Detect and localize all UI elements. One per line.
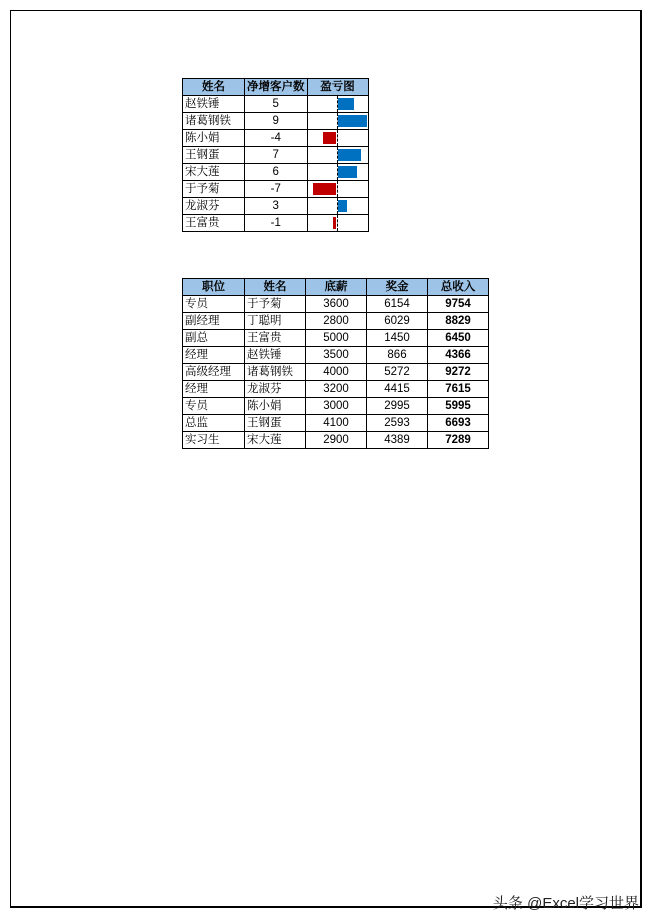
table-row	[183, 215, 369, 232]
table-row	[183, 313, 489, 330]
cell-bonus[interactable]: 1450	[367, 330, 428, 347]
table-header-row	[183, 279, 489, 296]
cell-position[interactable]: 实习生	[183, 432, 245, 449]
table-row	[183, 415, 489, 432]
table-row	[183, 398, 489, 415]
cell-base-salary[interactable]: 4100	[306, 415, 367, 432]
cell-name[interactable]: 赵铁锤	[183, 96, 245, 113]
cell-profit-loss-chart[interactable]	[307, 181, 368, 198]
cell-bonus[interactable]: 866	[367, 347, 428, 364]
cell-base-salary[interactable]: 3500	[306, 347, 367, 364]
table-row	[183, 181, 369, 198]
cell-name[interactable]: 赵铁锤	[245, 347, 306, 364]
table-row	[183, 330, 489, 347]
cell-bonus[interactable]: 2593	[367, 415, 428, 432]
negative-data-bar	[333, 217, 336, 229]
positive-data-bar	[338, 166, 358, 178]
table-row	[183, 347, 489, 364]
cell-profit-loss-chart[interactable]	[307, 96, 368, 113]
cell-name[interactable]: 龙淑芬	[183, 198, 245, 215]
cell-net-customers[interactable]: 5	[245, 96, 308, 113]
cell-profit-loss-chart[interactable]	[307, 164, 368, 181]
cell-bonus[interactable]: 5272	[367, 364, 428, 381]
cell-name[interactable]: 王富贵	[183, 215, 245, 232]
cell-profit-loss-chart[interactable]	[307, 113, 368, 130]
table-row	[183, 147, 369, 164]
cell-net-customers[interactable]: 6	[245, 164, 308, 181]
cell-bonus[interactable]: 6029	[367, 313, 428, 330]
salary-table	[182, 278, 489, 449]
cell-name[interactable]: 王富贵	[245, 330, 306, 347]
cell-position[interactable]: 副经理	[183, 313, 245, 330]
cell-name[interactable]: 王钢蛋	[245, 415, 306, 432]
positive-data-bar	[338, 115, 368, 127]
cell-base-salary[interactable]: 3000	[306, 398, 367, 415]
cell-net-customers[interactable]: -4	[245, 130, 308, 147]
cell-base-salary[interactable]: 3200	[306, 381, 367, 398]
positive-data-bar	[338, 98, 355, 110]
cell-total-income[interactable]: 4366	[428, 347, 489, 364]
cell-name[interactable]: 陈小娟	[245, 398, 306, 415]
positive-data-bar	[338, 149, 361, 161]
header-net-customers[interactable]: 净增客户数	[245, 79, 308, 96]
table-row	[183, 381, 489, 398]
table-row	[183, 164, 369, 181]
header-profit-loss-chart[interactable]: 盈亏图	[307, 79, 368, 96]
cell-base-salary[interactable]: 3600	[306, 296, 367, 313]
cell-total-income[interactable]: 9754	[428, 296, 489, 313]
cell-total-income[interactable]: 8829	[428, 313, 489, 330]
zero-axis-line	[337, 215, 338, 231]
cell-name[interactable]: 于予菊	[183, 181, 245, 198]
cell-position[interactable]: 总监	[183, 415, 245, 432]
cell-base-salary[interactable]: 2800	[306, 313, 367, 330]
table-row	[183, 113, 369, 130]
cell-name[interactable]: 宋大莲	[245, 432, 306, 449]
positive-data-bar	[338, 200, 348, 212]
cell-total-income[interactable]: 6693	[428, 415, 489, 432]
cell-profit-loss-chart[interactable]	[307, 198, 368, 215]
table-row	[183, 364, 489, 381]
cell-position[interactable]: 经理	[183, 347, 245, 364]
cell-name[interactable]: 诸葛钢铁	[183, 113, 245, 130]
cell-profit-loss-chart[interactable]	[307, 147, 368, 164]
zero-axis-line	[337, 130, 338, 146]
cell-total-income[interactable]: 9272	[428, 364, 489, 381]
cell-total-income[interactable]: 6450	[428, 330, 489, 347]
cell-net-customers[interactable]: -7	[245, 181, 308, 198]
table-row	[183, 96, 369, 113]
header-base-salary[interactable]: 底薪	[306, 279, 367, 296]
watermark-text: 头条 @Excel学习世界	[492, 895, 639, 912]
header-position[interactable]: 职位	[183, 279, 245, 296]
header-name[interactable]: 姓名	[245, 279, 306, 296]
table-row	[183, 432, 489, 449]
table-row	[183, 130, 369, 147]
cell-base-salary[interactable]: 4000	[306, 364, 367, 381]
zero-axis-line	[337, 181, 338, 197]
cell-position[interactable]: 专员	[183, 398, 245, 415]
cell-net-customers[interactable]: 3	[245, 198, 308, 215]
cell-position[interactable]: 经理	[183, 381, 245, 398]
cell-name[interactable]: 龙淑芬	[245, 381, 306, 398]
sheet-page	[10, 10, 642, 908]
table-header-row	[183, 79, 369, 96]
negative-data-bar	[323, 132, 336, 144]
cell-bonus[interactable]: 2995	[367, 398, 428, 415]
cell-name[interactable]: 陈小娟	[183, 130, 245, 147]
cell-base-salary[interactable]: 5000	[306, 330, 367, 347]
cell-net-customers[interactable]: 9	[245, 113, 308, 130]
table-row	[183, 296, 489, 313]
cell-bonus[interactable]: 4389	[367, 432, 428, 449]
cell-total-income[interactable]: 7289	[428, 432, 489, 449]
negative-data-bar	[313, 183, 336, 195]
header-name[interactable]: 姓名	[183, 79, 245, 96]
cell-position[interactable]: 副总	[183, 330, 245, 347]
cell-total-income[interactable]: 7615	[428, 381, 489, 398]
cell-total-income[interactable]: 5995	[428, 398, 489, 415]
header-bonus[interactable]: 奖金	[367, 279, 428, 296]
cell-position[interactable]: 高级经理	[183, 364, 245, 381]
cell-name[interactable]: 王钢蛋	[183, 147, 245, 164]
cell-net-customers[interactable]: -1	[245, 215, 308, 232]
cell-profit-loss-chart[interactable]	[307, 215, 368, 232]
cell-bonus[interactable]: 4415	[367, 381, 428, 398]
cell-name[interactable]: 丁聪明	[245, 313, 306, 330]
cell-profit-loss-chart[interactable]	[307, 130, 368, 147]
customer-growth-table	[182, 78, 369, 232]
cell-name[interactable]: 于予菊	[245, 296, 306, 313]
table-row	[183, 198, 369, 215]
cell-bonus[interactable]: 6154	[367, 296, 428, 313]
header-total-income[interactable]: 总收入	[428, 279, 489, 296]
cell-base-salary[interactable]: 2900	[306, 432, 367, 449]
cell-name[interactable]: 宋大莲	[183, 164, 245, 181]
cell-position[interactable]: 专员	[183, 296, 245, 313]
cell-net-customers[interactable]: 7	[245, 147, 308, 164]
cell-name[interactable]: 诸葛钢铁	[245, 364, 306, 381]
